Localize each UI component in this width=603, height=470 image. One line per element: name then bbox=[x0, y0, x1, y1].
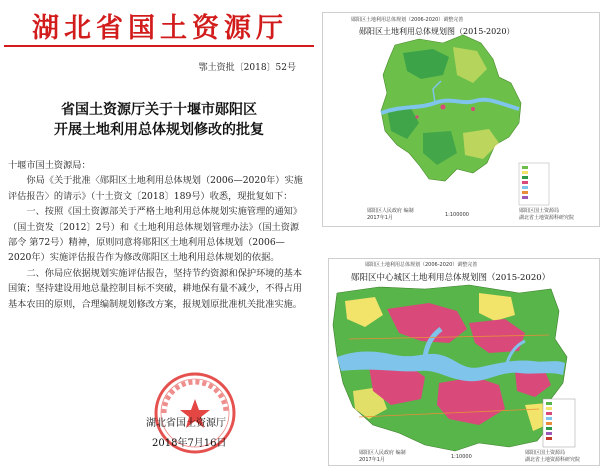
map-sheet-central-city bbox=[328, 258, 600, 466]
paragraph-2: 一、按照《国土资源部关于严格土地利用总体规划实施管理的通知》（国土资发〔2012〕2号）和《土地利用总体规划管理办法》（国土资源部令 第72号）精神，原则同意将郧阳区土地利用总体规划（2006—2020年）实施评估报告作为修改郧阳区土地利用总体规划的依据。 bbox=[8, 206, 303, 264]
map2-caption: 郧阳区土地利用总体规划（2006-2020）调整完善 bbox=[365, 262, 478, 268]
district-land-use-map bbox=[323, 13, 599, 226]
title-line-1: 省国土资源厅关于十堰市郧阳区 bbox=[61, 102, 257, 118]
map2-title: 郧阳区中心城区土地利用总体规划图（2015-2020） bbox=[351, 273, 551, 283]
paragraph-1: 你局《关于批准〈郧阳区土地利用总体规划（2006—2020年）实施评估报告〉的请示》（十土资文〔2018〕189号）收悉，现批复如下： bbox=[8, 175, 303, 202]
map1-title: 郧阳区土地利用总体规划图（2015-2020） bbox=[359, 27, 515, 36]
central-city-land-use-map bbox=[329, 259, 599, 465]
map1-scale: 1:100000 bbox=[445, 212, 469, 218]
map2-footer-right2: 湖北省土地资源科研究院 bbox=[525, 457, 581, 463]
paragraph-3: 二、你局应依据规划实施评估报告，坚持节约资源和保护环境的基本国策；坚持建设用地总量控制目标不突破，耕地保有量不减少，不得占用基本农田的原则，合理编制规划修改方案，报规划原批准机关批准实施。 bbox=[8, 267, 303, 310]
map1-footer-year: 2017年1月 bbox=[367, 215, 393, 221]
map2-footer-year: 2017年1月 bbox=[359, 457, 385, 463]
salutation: 十堰市国土资源局： bbox=[8, 160, 91, 171]
document-title bbox=[0, 100, 318, 140]
map1-caption: 郧阳区土地利用总体规划（2006-2020）调整完善 bbox=[351, 17, 464, 23]
map2-footer-left: 郧阳区人民政府 编制 bbox=[359, 450, 406, 456]
title-line-2: 开展土地利用总体规划修改的批复 bbox=[54, 122, 264, 138]
signature: 湖北省国土资源厅 bbox=[146, 418, 226, 429]
document-date: 2018年7月16日 bbox=[152, 438, 227, 449]
map1-footer-left: 郧阳区人民政府 编制 bbox=[367, 208, 414, 214]
map-sheet-district bbox=[322, 12, 600, 227]
map2-scale: 1:10000 bbox=[451, 454, 472, 460]
document-header: 湖北省国土资源厅 bbox=[32, 13, 288, 44]
map2-footer-right: 郧阳区国土资源局 bbox=[525, 450, 566, 456]
map1-footer-right: 郧阳区国土资源局 bbox=[519, 208, 560, 214]
document-body bbox=[8, 158, 308, 312]
document-number: 鄂土资批〔2018〕52号 bbox=[198, 63, 296, 73]
map1-footer-right2: 湖北省土地资源科研究院 bbox=[519, 215, 575, 221]
header-rule bbox=[4, 45, 314, 47]
